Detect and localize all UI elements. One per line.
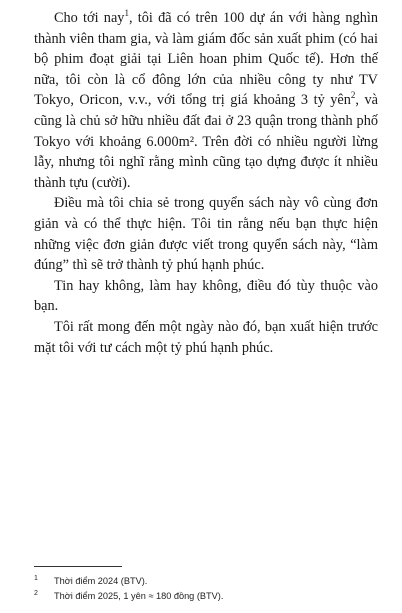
paragraph bbox=[34, 276, 378, 317]
paragraph-text: , và cũng là chủ sở hữu nhiều đất đai ở 23 quận trong thành phố Tokyo với khoảng 6.000m². Trên đời có nhiều người lừng lẫy, nhưng tôi nghĩ rằng mình cũng tạo dựng được ít nhiều thành tựu (cười). bbox=[34, 92, 378, 191]
footnote-reference: 1 bbox=[124, 8, 129, 19]
paragraph-text: Điều mà tôi chia sẻ trong quyển sách này vô cùng đơn giản và có thể thực hiện. Tôi tin rằng nếu bạn thực hiện những việc đơn giản được viết trong quyển sách này, “làm đúng” thì sẽ trở thành tỷ phú hạnh phúc. bbox=[34, 195, 378, 274]
footnote-number: 2 bbox=[34, 589, 38, 597]
paragraph-text: Tôi rất mong đến một ngày nào đó, bạn xuất hiện trước mặt tôi với tư cách một tỷ phú hạnh phúc. bbox=[34, 318, 378, 356]
footnote-number: 1 bbox=[34, 575, 38, 582]
footnote-text: Thời điểm 2024 (BTV). bbox=[54, 576, 148, 586]
footnote-1 bbox=[34, 574, 378, 589]
paragraph-text: , tôi đã có trên 100 dự án với hàng nghìn thành viên tham gia, và làm giám đốc sản xuất phim (có hai bộ phim đoạt giải tại Liên hoan phim Quốc tế). Hơn thế nữa, tôi còn là cổ đông lớn của nhiều công ty như TV Tokyo, Oricon, v.v., với tổng trị giá khoảng 3 tỷ yên bbox=[34, 10, 379, 109]
paragraph-text: Cho tới nay bbox=[54, 10, 125, 26]
footnote-2 bbox=[34, 589, 378, 604]
paragraph bbox=[34, 193, 378, 275]
footnote-divider bbox=[34, 566, 122, 567]
paragraph-text: Tin hay không, làm hay không, điều đó tùy thuộc vào bạn. bbox=[34, 277, 378, 315]
footnotes bbox=[34, 574, 378, 603]
paragraph bbox=[34, 317, 378, 358]
footnote-text: Thời điểm 2025, 1 yên ≈ 180 đồng (BTV). bbox=[54, 590, 224, 601]
paragraph bbox=[34, 8, 378, 193]
body-text bbox=[34, 8, 378, 358]
footnote-reference: 2 bbox=[350, 90, 356, 101]
